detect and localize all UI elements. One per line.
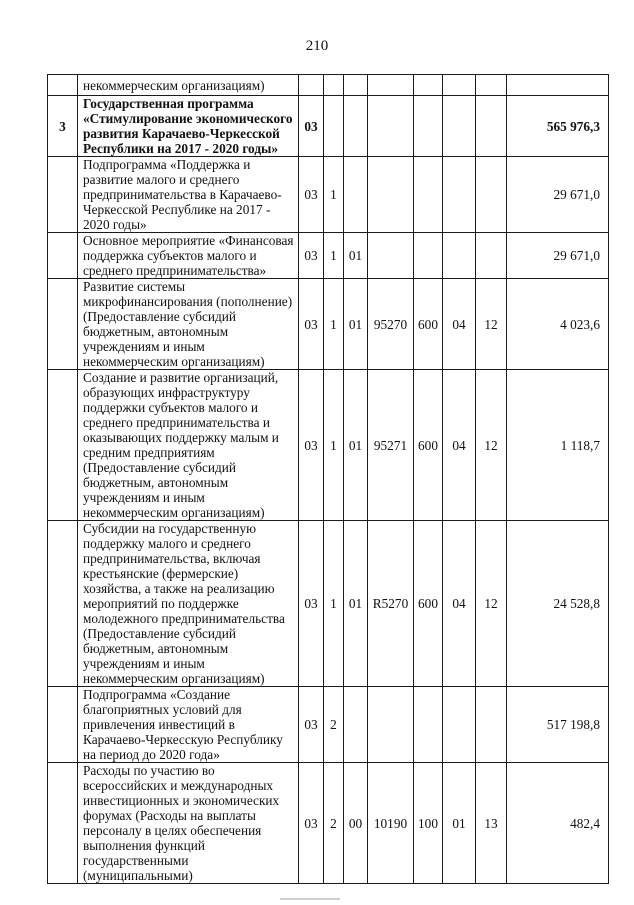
program-code: 03 (299, 96, 324, 157)
item-name: Подпрограмма «Создание благоприятных условий для привлечения инвестиций в Карачаево-Черкесскую Республику на период до 2020 года» (78, 687, 299, 763)
amount: 24 528,8 (507, 521, 609, 687)
expense-type-code: 600 (414, 279, 443, 370)
row-number (48, 521, 78, 687)
amount: 29 671,0 (507, 157, 609, 233)
table-row (48, 521, 609, 687)
row-number (48, 157, 78, 233)
subprogram-code: 1 (324, 370, 344, 521)
section-code: 04 (443, 521, 476, 687)
direction-code: 95271 (368, 370, 414, 521)
activity-code (344, 96, 368, 157)
table-row (48, 279, 609, 370)
section-code: 01 (443, 763, 476, 884)
subprogram-code: 1 (324, 521, 344, 687)
row-number (48, 370, 78, 521)
program-code: 03 (299, 157, 324, 233)
amount: 482,4 (507, 763, 609, 884)
subsection-code (476, 157, 507, 233)
activity-code: 00 (344, 763, 368, 884)
table-row (48, 233, 609, 279)
section-code: 04 (443, 279, 476, 370)
subsection-code (476, 96, 507, 157)
direction-code: 95270 (368, 279, 414, 370)
program-code: 03 (299, 521, 324, 687)
program-code: 03 (299, 233, 324, 279)
activity-code: 01 (344, 279, 368, 370)
subprogram-code: 1 (324, 157, 344, 233)
activity-code: 01 (344, 233, 368, 279)
subsection-code (476, 687, 507, 763)
expense-type-code: 600 (414, 521, 443, 687)
expense-type-code (414, 233, 443, 279)
item-name: Государственная программа «Стимулирование экономического развития Карачаево-Черкесской Республики на 2017 - 2020 годы» (78, 96, 299, 157)
section-code (443, 687, 476, 763)
expense-type-code: 100 (414, 763, 443, 884)
subsection-code: 12 (476, 370, 507, 521)
amount (507, 75, 609, 96)
table-row (48, 157, 609, 233)
scan-artifact (280, 898, 340, 900)
subprogram-code (324, 75, 344, 96)
item-name: Основное мероприятие «Финансовая поддержка субъектов малого и среднего предпринимательства» (78, 233, 299, 279)
program-code (299, 75, 324, 96)
program-code: 03 (299, 279, 324, 370)
program-code: 03 (299, 687, 324, 763)
row-number (48, 75, 78, 96)
item-name: некоммерческим организациям) (78, 75, 299, 96)
subsection-code: 12 (476, 279, 507, 370)
table-row (48, 687, 609, 763)
expense-type-code (414, 75, 443, 96)
subprogram-code: 1 (324, 279, 344, 370)
table-row (48, 96, 609, 157)
expense-type-code (414, 96, 443, 157)
subsection-code (476, 75, 507, 96)
table-row (48, 75, 609, 96)
section-code (443, 157, 476, 233)
row-number (48, 763, 78, 884)
expense-type-code (414, 687, 443, 763)
table-row (48, 370, 609, 521)
section-code (443, 75, 476, 96)
item-name: Создание и развитие организаций, образующих инфраструктуру поддержки субъектов малого и среднего предпринимательства и оказывающих поддержку малым и средним предприятиям (Предоставление субсидий бюджетным, автономным учреждениям и иным некоммерческим организациям) (78, 370, 299, 521)
activity-code: 01 (344, 521, 368, 687)
row-number (48, 233, 78, 279)
direction-code (368, 157, 414, 233)
subsection-code: 13 (476, 763, 507, 884)
row-number (48, 279, 78, 370)
amount: 4 023,6 (507, 279, 609, 370)
item-name: Развитие системы микрофинансирования (пополнение) (Предоставление субсидий бюджетным, автономным учреждениям и иным некоммерческим организациям) (78, 279, 299, 370)
activity-code (344, 687, 368, 763)
subsection-code: 12 (476, 521, 507, 687)
subprogram-code: 1 (324, 233, 344, 279)
subprogram-code: 2 (324, 687, 344, 763)
row-number (48, 687, 78, 763)
amount: 517 198,8 (507, 687, 609, 763)
direction-code (368, 75, 414, 96)
expense-type-code: 600 (414, 370, 443, 521)
activity-code (344, 157, 368, 233)
direction-code (368, 96, 414, 157)
direction-code (368, 687, 414, 763)
section-code: 04 (443, 370, 476, 521)
activity-code: 01 (344, 370, 368, 521)
item-name: Субсидии на государственную поддержку малого и среднего предпринимательства, включая крестьянские (фермерские) хозяйства, а также на реализацию мероприятий по поддержке молодежного предпринимательства (Предоставление субсидий бюджетным, автономным учреждениям и иным некоммерческим организациям) (78, 521, 299, 687)
amount: 1 118,7 (507, 370, 609, 521)
row-number: 3 (48, 96, 78, 157)
program-code: 03 (299, 763, 324, 884)
table-row (48, 763, 609, 884)
amount: 565 976,3 (507, 96, 609, 157)
subsection-code (476, 233, 507, 279)
section-code (443, 233, 476, 279)
amount: 29 671,0 (507, 233, 609, 279)
subprogram-code: 2 (324, 763, 344, 884)
item-name: Расходы по участию во всероссийских и международных инвестиционных и экономических форумах (Расходы на выплаты персоналу в целях обеспечения выполнения функций государственными (муниципальными) (78, 763, 299, 884)
activity-code (344, 75, 368, 96)
budget-table (47, 74, 609, 884)
direction-code (368, 233, 414, 279)
direction-code: 10190 (368, 763, 414, 884)
subprogram-code (324, 96, 344, 157)
section-code (443, 96, 476, 157)
direction-code: R5270 (368, 521, 414, 687)
item-name: Подпрограмма «Поддержка и развитие малого и среднего предпринимательства в Карачаево-Черкесской Республике на 2017 - 2020 годы» (78, 157, 299, 233)
page-number: 210 (305, 38, 329, 54)
expense-type-code (414, 157, 443, 233)
program-code: 03 (299, 370, 324, 521)
